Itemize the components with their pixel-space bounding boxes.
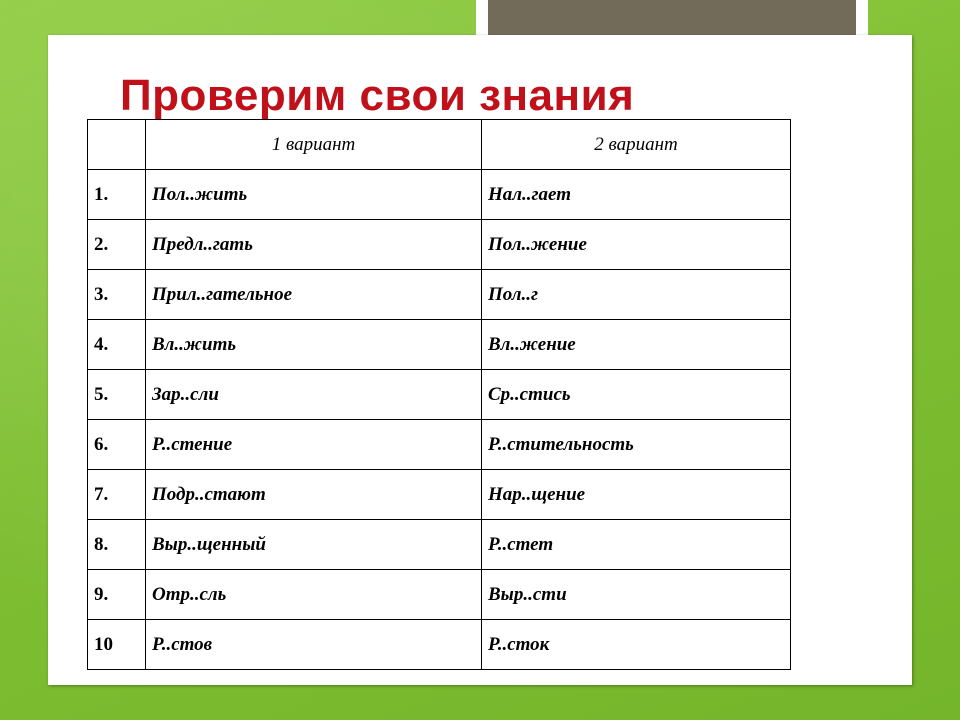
variant-2-word: Пол..г <box>482 270 791 320</box>
row-number: 3. <box>88 270 146 320</box>
header-variant-2: 2 вариант <box>482 120 791 170</box>
table-row <box>88 620 791 670</box>
variant-2-word: Выр..сти <box>482 570 791 620</box>
variant-1-word: Отр..сль <box>146 570 482 620</box>
row-number: 4. <box>88 320 146 370</box>
row-number: 5. <box>88 370 146 420</box>
slide-title: Проверим свои знания <box>120 71 635 120</box>
table-row <box>88 570 791 620</box>
variant-1-word: Прил..гательное <box>146 270 482 320</box>
variant-2-word: Р..стительность <box>482 420 791 470</box>
variant-1-word: Вл..жить <box>146 320 482 370</box>
header-number <box>88 120 146 170</box>
variant-1-word: Р..стение <box>146 420 482 470</box>
table-row <box>88 370 791 420</box>
variant-2-word: Ср..стись <box>482 370 791 420</box>
variant-2-word: Р..стет <box>482 520 791 570</box>
table-row <box>88 420 791 470</box>
table-row <box>88 470 791 520</box>
variant-1-word: Предл..гать <box>146 220 482 270</box>
table-row <box>88 170 791 220</box>
row-number: 7. <box>88 470 146 520</box>
row-number: 1. <box>88 170 146 220</box>
variant-1-word: Зар..сли <box>146 370 482 420</box>
table-row <box>88 520 791 570</box>
variant-1-word: Пол..жить <box>146 170 482 220</box>
variant-2-word: Р..сток <box>482 620 791 670</box>
variant-2-word: Вл..жение <box>482 320 791 370</box>
variant-2-word: Нар..щение <box>482 470 791 520</box>
variant-1-word: Подр..стают <box>146 470 482 520</box>
table-header-row <box>88 120 791 170</box>
variant-1-word: Р..стов <box>146 620 482 670</box>
row-number: 9. <box>88 570 146 620</box>
variant-2-word: Нал..гает <box>482 170 791 220</box>
table-row <box>88 270 791 320</box>
table-row <box>88 320 791 370</box>
answers-table <box>87 119 791 670</box>
row-number: 10 <box>88 620 146 670</box>
row-number: 6. <box>88 420 146 470</box>
variant-1-word: Выр..щенный <box>146 520 482 570</box>
table-row <box>88 220 791 270</box>
row-number: 8. <box>88 520 146 570</box>
variant-2-word: Пол..жение <box>482 220 791 270</box>
row-number: 2. <box>88 220 146 270</box>
header-variant-1: 1 вариант <box>146 120 482 170</box>
